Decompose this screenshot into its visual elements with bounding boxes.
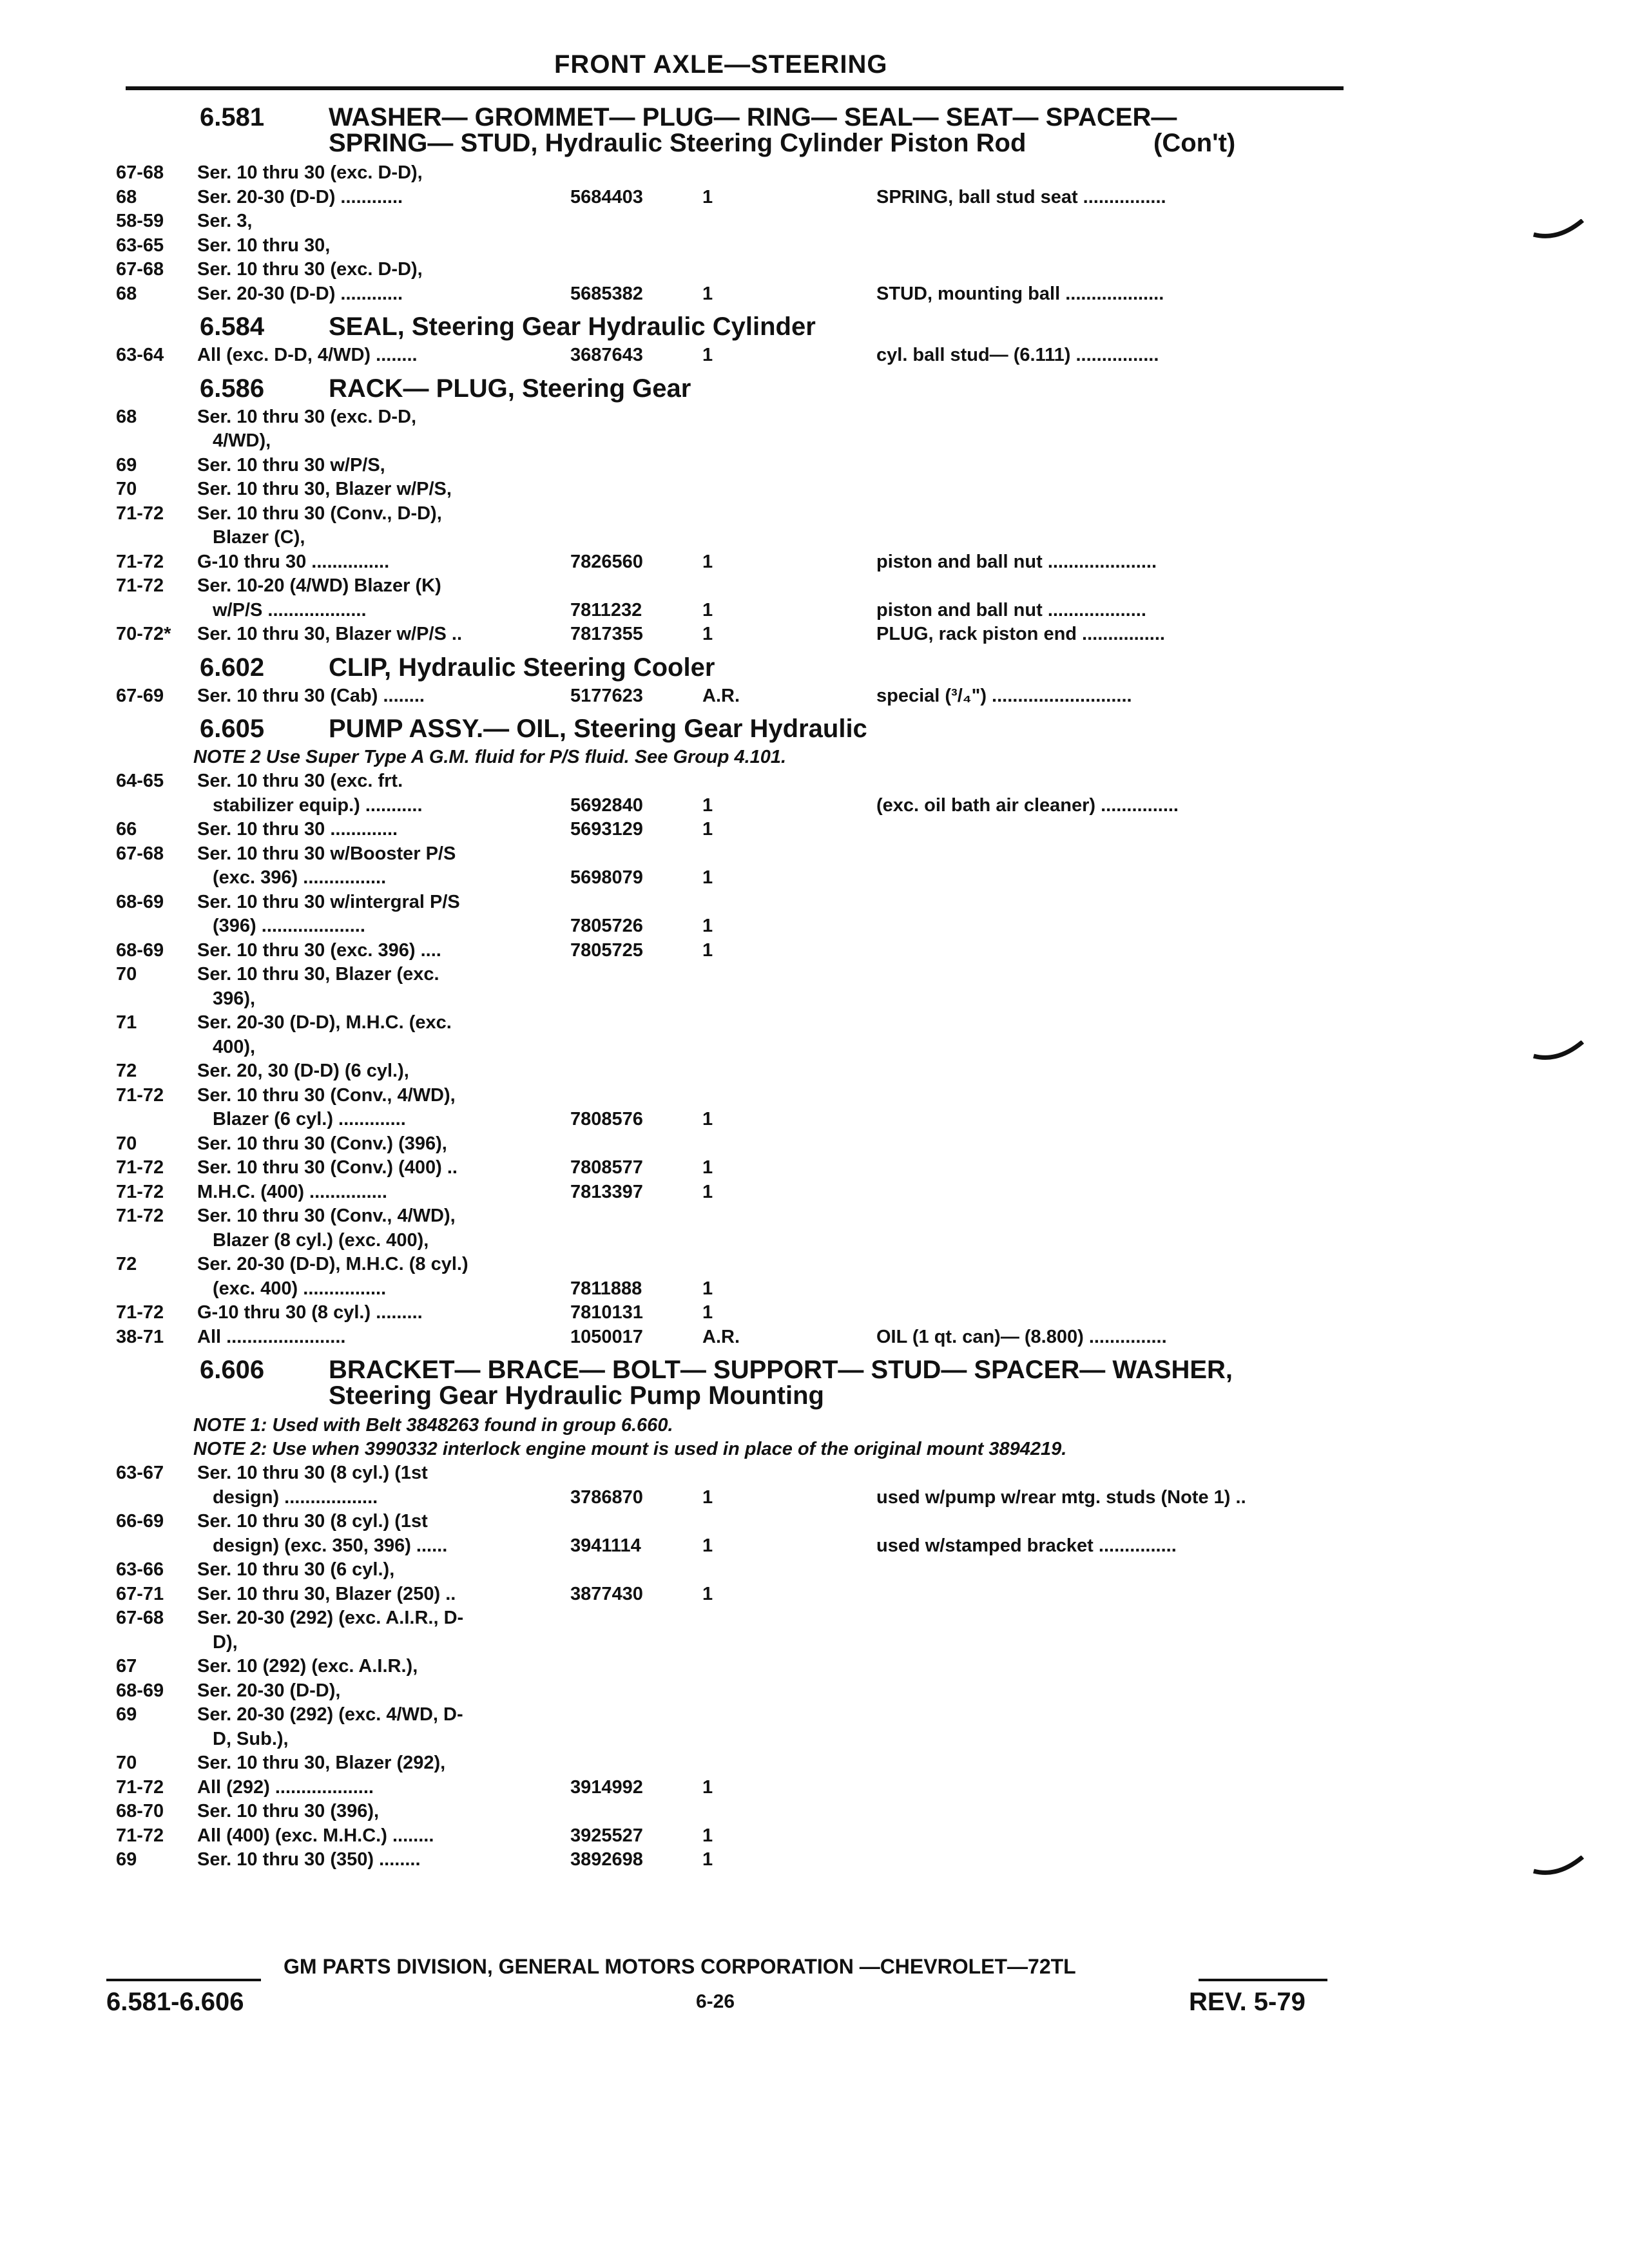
part-number: 7811888 [570,1278,642,1299]
application-description: All (exc. D-D, 4/WD) ........ [197,345,418,365]
table-row [116,890,1353,915]
quantity: 1 [702,1278,713,1299]
application-description: M.H.C. (400) ............... [197,1181,387,1202]
table-row [116,818,1353,842]
quantity: 1 [702,283,713,304]
model-years: 71-72 [116,575,164,596]
application-description: Ser. 10 thru 30 w/intergral P/S [197,891,460,912]
application-description: Ser. 10 thru 30 (8 cyl.) (1st [197,1463,428,1483]
quantity: 1 [702,1776,713,1798]
application-description: Ser. 10 thru 30 (exc. 396) .... [197,939,441,961]
part-remarks: SPRING, ball stud seat ................ [876,186,1166,207]
table-row [116,502,1353,526]
part-number: 3687643 [570,345,643,365]
table-row [116,987,1353,1012]
model-years: 70 [116,1133,137,1154]
quantity: 1 [702,599,713,620]
part-number: 7826560 [570,551,643,572]
quantity: 1 [702,1535,713,1556]
table-row [116,684,1353,709]
model-years: 71-72 [116,1825,164,1846]
quantity: 1 [702,1825,713,1846]
section-title: WASHER— GROMMET— PLUG— RING— SEAL— SEAT— SPACER— [329,103,1177,131]
application-description: stabilizer equip.) ........... [213,794,423,816]
part-remarks: used w/pump w/rear mtg. studs (Note 1) .. [876,1486,1246,1508]
application-description: Ser. 10 thru 30 (Conv., D-D), [197,503,442,524]
footer-section-range: 6.581-6.606 [106,1988,244,2016]
model-years: 70 [116,1753,137,1773]
section-title: PUMP ASSY.— OIL, Steering Gear Hydraulic [329,715,867,743]
section-number: 6.605 [200,715,265,743]
section-number: 6.586 [200,374,265,403]
table-row [116,429,1353,454]
application-description: Ser. 10 thru 30, Blazer (250) .. [197,1583,456,1604]
application-description: Ser. 10 thru 30 (exc. frt. [197,771,403,791]
section-title: RACK— PLUG, Steering Gear [329,374,691,403]
table-row [116,599,1353,623]
model-years: 68-70 [116,1801,164,1821]
application-description: All (292) ................... [197,1776,374,1798]
table-row [116,282,1353,307]
section-heading [116,712,1353,745]
model-years: 71-72 [116,1776,164,1798]
part-remarks: STUD, mounting ball ................... [876,283,1164,304]
part-remarks: (exc. oil bath air cleaner) ............... [876,794,1179,816]
section-note: NOTE 2: Use when 3990332 interlock engine mount is used in place of the original mount 3894219. [193,1439,1067,1459]
model-years: 71-72 [116,551,164,572]
part-number: 1050017 [570,1326,643,1347]
model-years: 67-68 [116,1608,164,1628]
table-row [116,1848,1353,1872]
table-row [116,1325,1353,1350]
table-row [116,1084,1353,1108]
table-row [116,343,1353,368]
table-row [116,1229,1353,1253]
section-note: NOTE 1: Used with Belt 3848263 found in group 6.660. [193,1415,673,1436]
quantity: 1 [702,1302,713,1323]
quantity: 1 [702,1849,713,1870]
application-description: Ser. 10 thru 30 (6 cyl.), [197,1559,395,1580]
model-years: 70-72* [116,624,171,644]
table-row [116,1824,1353,1849]
application-description: Ser. 10 thru 30, [197,235,331,256]
model-years: 67-68 [116,259,164,280]
application-description: Ser. 10 thru 30 (Conv.) (396), [197,1133,447,1154]
application-description: Ser. 10 thru 30 (8 cyl.) (1st [197,1511,428,1532]
application-description: Ser. 10 thru 30 (exc. D-D, [197,406,417,427]
table-row [116,1631,1353,1655]
model-years: 71-72 [116,1084,164,1106]
table-row [116,769,1353,794]
part-number: 7805726 [570,916,643,936]
application-description: (396) .................... [213,916,365,936]
part-number: 5698079 [570,867,643,888]
part-number: 5692840 [570,794,643,816]
section-heading [116,101,1353,161]
model-years: 68-69 [116,939,164,961]
application-description: Ser. 20-30 (292) (exc. A.I.R., D- [197,1608,464,1628]
model-years: 63-65 [116,235,164,256]
application-description: Ser. 20, 30 (D-D) (6 cyl.), [197,1061,409,1081]
table-row [116,914,1353,939]
application-description: Ser. 10 thru 30 (Conv., 4/WD), [197,1206,456,1226]
table-row [116,1582,1353,1607]
part-number: 3786870 [570,1486,643,1508]
table-row [116,1655,1353,1679]
table-row [116,1253,1353,1277]
footer-rule-right [1199,1979,1327,1981]
table-row [116,1180,1353,1205]
table-row [116,866,1353,890]
application-description: Ser. 10-20 (4/WD) Blazer (K) [197,575,441,596]
application-description: Blazer (C), [213,527,305,548]
application-description: Blazer (8 cyl.) (exc. 400), [213,1229,429,1251]
section-title: BRACKET— BRACE— BOLT— SUPPORT— STUD— SPACER— WASHER, [329,1356,1233,1384]
application-description: Ser. 10 thru 30 (Conv.) (400) .. [197,1157,458,1178]
application-description: Ser. 20-30 (D-D), M.H.C. (exc. [197,1012,452,1033]
table-row [116,1301,1353,1325]
application-description: Ser. 10 thru 30 (exc. D-D), [197,259,423,280]
part-number: 5684403 [570,186,643,207]
table-row [116,1011,1353,1035]
quantity: 1 [702,1181,713,1202]
section-number: 6.584 [200,312,265,341]
quantity: 1 [702,1109,713,1129]
model-years: 58-59 [116,211,164,231]
binder-hole-mark [1532,219,1584,238]
binder-hole-mark [1532,1041,1584,1060]
table-row [116,1132,1353,1157]
model-years: 71-72 [116,1206,164,1226]
section-note: NOTE 2 Use Super Type A G.M. fluid for P/S fluid. See Group 4.101. [193,747,787,767]
model-years: 71-72 [116,503,164,524]
section-title: CLIP, Hydraulic Steering Cooler [329,653,715,682]
table-row [116,1727,1353,1752]
table-row [116,1776,1353,1800]
model-years: 69 [116,454,137,476]
model-years: 72 [116,1254,137,1274]
model-years: 63-66 [116,1559,164,1580]
part-number: 5693129 [570,819,643,840]
parts-list [116,97,1353,1872]
model-years: 66-69 [116,1511,164,1532]
application-description: Ser. 20-30 (D-D) ............ [197,283,403,304]
model-years: 71-72 [116,1302,164,1323]
table-row [116,1035,1353,1060]
table-row [116,1679,1353,1704]
model-years: 71 [116,1012,137,1033]
part-number: 7813397 [570,1181,643,1202]
header-rule [126,86,1344,90]
model-years: 68 [116,186,137,207]
table-row [116,842,1353,867]
quantity: 1 [702,1486,713,1508]
application-description: Ser. 20-30 (D-D), M.H.C. (8 cyl.) [197,1254,468,1274]
part-number: 5177623 [570,685,643,706]
part-number: 7808577 [570,1157,643,1178]
application-description: G-10 thru 30 ............... [197,551,390,572]
quantity: 1 [702,916,713,936]
part-number: 7811232 [570,599,642,620]
table-row [116,1606,1353,1631]
part-number: 3925527 [570,1825,643,1846]
part-remarks: PLUG, rack piston end ................ [876,624,1165,644]
part-number: 7810131 [570,1302,643,1323]
model-years: 67-69 [116,685,164,706]
model-years: 67 [116,1656,137,1677]
application-description: Ser. 10 thru 30 (350) ........ [197,1849,421,1870]
footer-rule-left [106,1979,261,1981]
application-description: Ser. 20-30 (D-D), [197,1680,341,1701]
part-number: 7805725 [570,939,643,961]
section-number: 6.602 [200,653,265,682]
model-years: 68 [116,406,137,427]
application-description: Ser. 10 thru 30, Blazer (exc. [197,964,439,985]
model-years: 63-67 [116,1463,164,1483]
quantity: 1 [702,1157,713,1178]
application-description: Ser. 10 thru 30 w/Booster P/S [197,843,456,864]
part-remarks: used w/stamped bracket ............... [876,1535,1177,1556]
table-row [116,939,1353,963]
application-description: D), [213,1631,238,1653]
table-row [116,963,1353,987]
quantity: 1 [702,186,713,207]
part-remarks: cyl. ball stud— (6.111) ................ [876,345,1159,365]
model-years: 68 [116,283,137,304]
part-remarks: piston and ball nut ................... [876,599,1146,620]
section-heading [116,310,1353,343]
application-description: Ser. 10 thru 30 (396), [197,1801,380,1821]
section-heading [116,1353,1353,1414]
section-title: SEAL, Steering Gear Hydraulic Cylinder [329,312,816,341]
application-description: Ser. 10 thru 30, Blazer w/P/S .. [197,624,463,644]
quantity: A.R. [702,685,740,706]
model-years: 71-72 [116,1157,164,1178]
quantity: 1 [702,867,713,888]
table-row [116,1751,1353,1776]
model-years: 67-68 [116,162,164,183]
part-number: 5685382 [570,283,643,304]
application-description: Ser. 10 thru 30 (exc. D-D), [197,162,423,183]
part-remarks: OIL (1 qt. can)— (8.800) ............... [876,1326,1167,1347]
application-description: Ser. 3, [197,211,253,231]
table-row [116,1204,1353,1229]
table-row [116,258,1353,282]
section-heading [116,651,1353,684]
application-description: Ser. 10 thru 30 w/P/S, [197,454,385,476]
table-row [116,1558,1353,1582]
application-description: All ....................... [197,1326,346,1347]
table-row [116,1461,1353,1486]
table-row [116,161,1353,186]
table-row [116,1156,1353,1180]
table-row [116,405,1353,430]
continued-label: (Con't) [1153,129,1236,157]
application-description: 4/WD), [213,430,271,451]
application-description: 400), [213,1036,256,1057]
application-description: Ser. 10 (292) (exc. A.I.R.), [197,1656,418,1677]
model-years: 64-65 [116,771,164,791]
table-row [116,234,1353,258]
section-title-continued: Steering Gear Hydraulic Pump Mounting [329,1381,824,1410]
application-description: (exc. 396) ................ [213,867,387,888]
table-row [116,477,1353,502]
table-row [116,454,1353,478]
table-row [116,1510,1353,1534]
binder-hole-mark [1532,1856,1584,1875]
section-number: 6.581 [200,103,265,131]
model-years: 72 [116,1061,137,1081]
quantity: 1 [702,624,713,644]
application-description: Ser. 20-30 (292) (exc. 4/WD, D- [197,1704,463,1725]
table-row [116,209,1353,234]
model-years: 68-69 [116,1680,164,1701]
table-row [116,622,1353,647]
application-description: Ser. 10 thru 30 (Conv., 4/WD), [197,1084,456,1106]
table-row [116,1534,1353,1559]
table-row [116,794,1353,818]
section-heading [116,372,1353,405]
footer-publisher: GM PARTS DIVISION, GENERAL MOTORS CORPORATION —CHEVROLET—72TL [284,1955,1076,1978]
quantity: 1 [702,1583,713,1604]
application-description: 396), [213,988,256,1009]
part-number: 3892698 [570,1849,643,1870]
application-description: w/P/S ................... [213,599,367,620]
application-description: Ser. 10 thru 30, Blazer (292), [197,1753,446,1773]
application-description: All (400) (exc. M.H.C.) ........ [197,1825,434,1846]
table-row [116,574,1353,599]
application-description: design) .................. [213,1486,378,1508]
application-description: D, Sub.), [213,1728,289,1749]
quantity: A.R. [702,1326,740,1347]
part-number: 3914992 [570,1776,643,1798]
application-description: G-10 thru 30 (8 cyl.) ......... [197,1302,423,1323]
quantity: 1 [702,939,713,961]
quantity: 1 [702,345,713,365]
part-remarks: special (³/₄") ........................... [876,685,1132,706]
table-row [116,550,1353,575]
application-description: Ser. 10 thru 30 (Cab) ........ [197,685,425,706]
part-number: 3941114 [570,1535,641,1556]
application-description: Ser. 10 thru 30, Blazer w/P/S, [197,479,452,499]
model-years: 71-72 [116,1181,164,1202]
model-years: 38-71 [116,1326,164,1347]
section-number: 6.606 [200,1356,265,1384]
model-years: 68-69 [116,891,164,912]
model-years: 70 [116,964,137,985]
footer-revision: REV. 5-79 [1189,1988,1306,2016]
table-row [116,1059,1353,1084]
table-row [116,1703,1353,1727]
quantity: 1 [702,819,713,840]
table-row [116,1108,1353,1132]
model-years: 70 [116,479,137,499]
part-number: 7808576 [570,1109,643,1129]
model-years: 69 [116,1704,137,1725]
table-row [116,186,1353,210]
table-row [116,1486,1353,1510]
application-description: Blazer (6 cyl.) ............. [213,1109,406,1129]
model-years: 67-68 [116,843,164,864]
part-number: 3877430 [570,1583,643,1604]
model-years: 67-71 [116,1583,164,1604]
quantity: 1 [702,551,713,572]
table-row [116,1800,1353,1824]
application-description: design) (exc. 350, 396) ...... [213,1535,448,1556]
model-years: 63-64 [116,345,164,365]
part-number: 7817355 [570,624,643,644]
quantity: 1 [702,794,713,816]
model-years: 66 [116,819,137,840]
page-header: FRONT AXLE—STEERING [554,50,888,79]
table-row [116,1277,1353,1302]
footer-page-number: 6-26 [696,1991,735,2012]
section-title-continued: SPRING— STUD, Hydraulic Steering Cylinder Piston Rod [329,129,1027,157]
application-description: (exc. 400) ................ [213,1278,387,1299]
model-years: 69 [116,1849,137,1870]
application-description: Ser. 20-30 (D-D) ............ [197,186,403,207]
application-description: Ser. 10 thru 30 ............. [197,819,398,840]
table-row [116,526,1353,550]
part-remarks: piston and ball nut ..................... [876,551,1157,572]
